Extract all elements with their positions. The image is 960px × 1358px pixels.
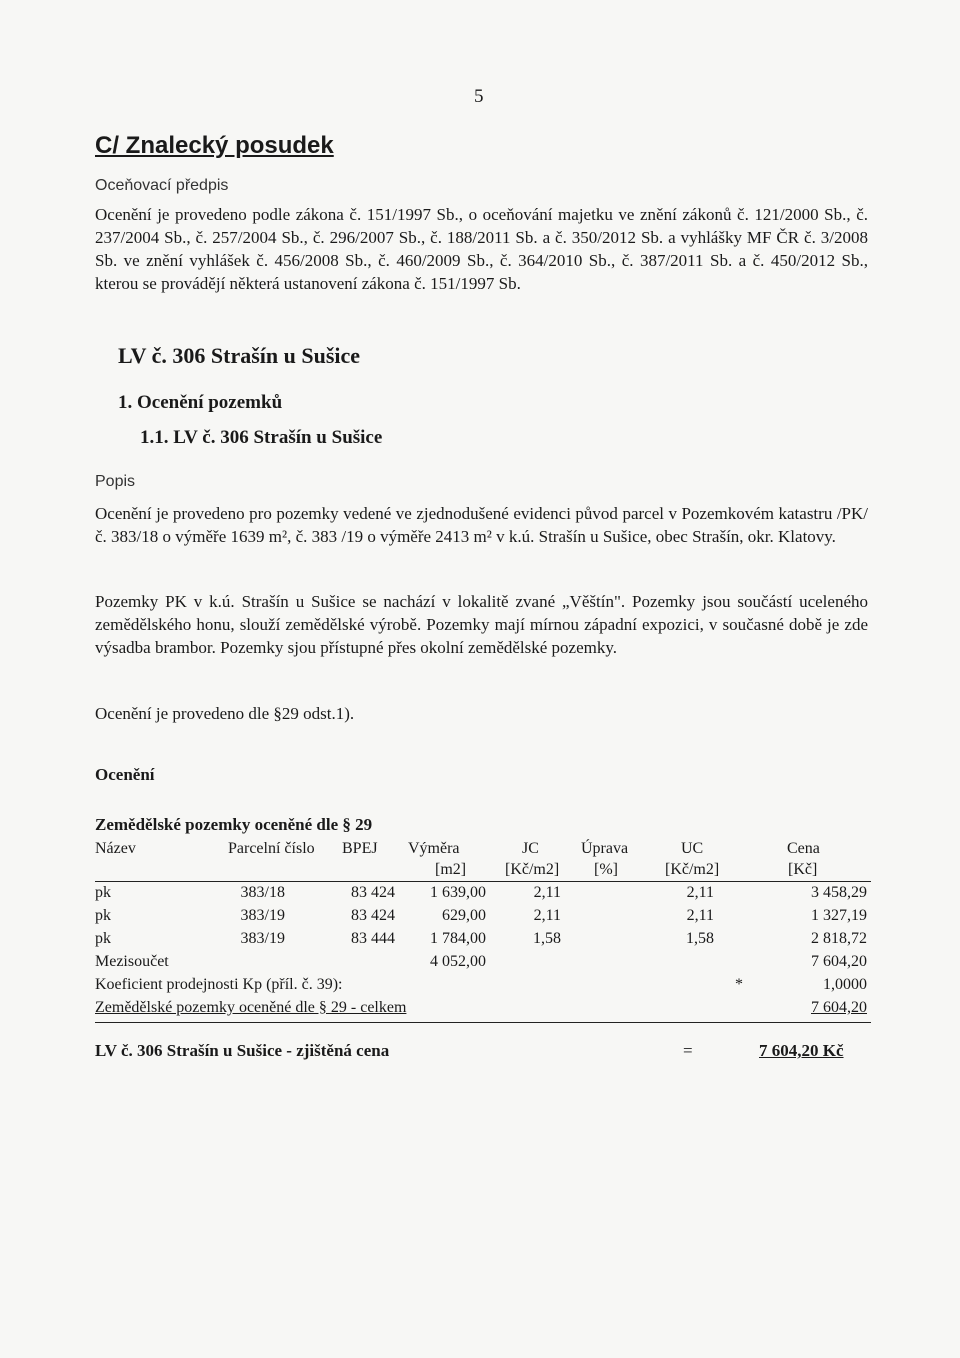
- popis-paragraph-3: Ocenění je provedeno dle §29 odst.1).: [95, 704, 355, 723]
- subtotal-row: [95, 953, 871, 975]
- cell-nazev: pk: [95, 884, 111, 901]
- total-row: [95, 999, 871, 1021]
- final-label: LV č. 306 Strašín u Sušice - zjištěná cena: [95, 1041, 390, 1060]
- cell-vymera: 1 784,00: [430, 930, 486, 947]
- cell-jc: 1,58: [533, 930, 561, 947]
- cell-uc: 1,58: [686, 930, 714, 947]
- header-cena: Cena: [787, 840, 820, 857]
- table-row: [95, 884, 871, 906]
- cell-parcelni: 383/19: [240, 907, 285, 924]
- cell-nazev: pk: [95, 930, 111, 947]
- document-heading: C/ Znalecký posudek: [95, 132, 334, 159]
- unit-uc: [Kč/m2]: [665, 861, 720, 878]
- header-uprava: Úprava: [581, 840, 629, 857]
- popis-paragraph-2: Pozemky PK v k.ú. Strašín u Sušice se nachází v lokalitě zvané „Věštín". Pozemky jsou součástí uceleného zemědělského honu, slouží zemědělské výrobě. Pozemky mají mírnou západní expozici, v současné době je zde výsadba brambor. Pozemky sjou přístupné přes okolní zemědělské pozemky.: [95, 592, 868, 657]
- header-jc: JC: [522, 840, 539, 857]
- final-equals: =: [683, 1041, 693, 1060]
- cell-vymera: 1 639,00: [430, 884, 486, 901]
- cell-parcelni: 383/19: [240, 930, 285, 947]
- section-1-title: 1. Ocenění pozemků: [118, 392, 283, 413]
- subtotal-cena: 7 604,20: [811, 953, 867, 970]
- final-value: 7 604,20 Kč: [759, 1041, 844, 1060]
- table-title: Zemědělské pozemky oceněné dle § 29: [95, 815, 373, 834]
- subtotal-vymera: 4 052,00: [430, 953, 486, 970]
- coefficient-value: 1,0000: [823, 976, 867, 993]
- header-divider: [95, 881, 871, 882]
- coefficient-label: Koeficient prodejnosti Kp (příl. č. 39):: [95, 976, 343, 993]
- cell-bpej: 83 424: [351, 884, 395, 901]
- cell-cena: 3 458,29: [811, 884, 867, 901]
- subtotal-label: Mezisoučet: [95, 953, 169, 970]
- cell-uc: 2,11: [686, 907, 714, 924]
- lv-title: LV č. 306 Strašín u Sušice: [118, 343, 361, 368]
- total-divider: [95, 1022, 871, 1023]
- header-nazev: Název: [95, 840, 136, 857]
- table-row: [95, 907, 871, 929]
- cell-cena: 1 327,19: [811, 907, 867, 924]
- valuation-basis-text: Ocenění je provedeno podle zákona č. 151/1997 Sb., o oceňování majetku ve znění zákonů č. 121/2000 Sb., č. 237/2004 Sb., č. 257/2004 Sb., č. 296/2007 Sb., č. 188/2011 Sb. a č. 350/2012 Sb. a vyhlášky MF ČR č. 3/2008 Sb. ve znění vyhlášek č. 456/2008 Sb., č. 460/2009 Sb., č. 364/2010 Sb., č. 387/2011 Sb. a č. 450/2012 Sb., kterou se provádějí některá ustanovení zákona č. 151/1997 Sb.: [95, 205, 868, 293]
- cell-uc: 2,11: [686, 884, 714, 901]
- total-label: Zemědělské pozemky oceněné dle § 29 - celkem: [95, 999, 407, 1016]
- table-units-row: [95, 861, 871, 883]
- unit-vymera: [m2]: [435, 861, 467, 878]
- section-1-1-title: 1.1. LV č. 306 Strašín u Sušice: [140, 427, 383, 448]
- cell-vymera: 629,00: [442, 907, 486, 924]
- total-value: 7 604,20: [811, 999, 867, 1016]
- cell-jc: 2,11: [533, 907, 561, 924]
- header-parcelni: Parcelní číslo: [228, 840, 315, 857]
- popis-label: Popis: [95, 473, 136, 490]
- table-header-row: [95, 840, 871, 862]
- unit-uprava: [%]: [594, 861, 618, 878]
- header-bpej: BPEJ: [342, 840, 378, 857]
- cell-bpej: 83 444: [351, 930, 395, 947]
- cell-bpej: 83 424: [351, 907, 395, 924]
- header-vymera: Výměra: [408, 840, 460, 857]
- unit-jc: [Kč/m2]: [505, 861, 560, 878]
- popis-paragraph-1: Ocenění je provedeno pro pozemky vedené ve zjednodušené evidenci původ parcel v Pozemkovém katastru /PK/ č. 383/18 o výměře 1639 m², č. 383 /19 o výměře 2413 m² v k.ú. Strašín u Sušice, obec Strašín, okr. Klatovy.: [95, 504, 868, 546]
- valuation-basis-label: Oceňovací předpis: [95, 177, 229, 194]
- cell-jc: 2,11: [533, 884, 561, 901]
- oceneni-label: Ocenění: [95, 765, 155, 784]
- cell-cena: 2 818,72: [811, 930, 867, 947]
- unit-cena: [Kč]: [788, 861, 818, 878]
- page-number: 5: [474, 86, 484, 107]
- cell-nazev: pk: [95, 907, 111, 924]
- table-row: [95, 930, 871, 952]
- coefficient-star: *: [735, 976, 743, 993]
- coefficient-row: [95, 976, 871, 998]
- header-uc: UC: [681, 840, 704, 857]
- cell-parcelni: 383/18: [240, 884, 285, 901]
